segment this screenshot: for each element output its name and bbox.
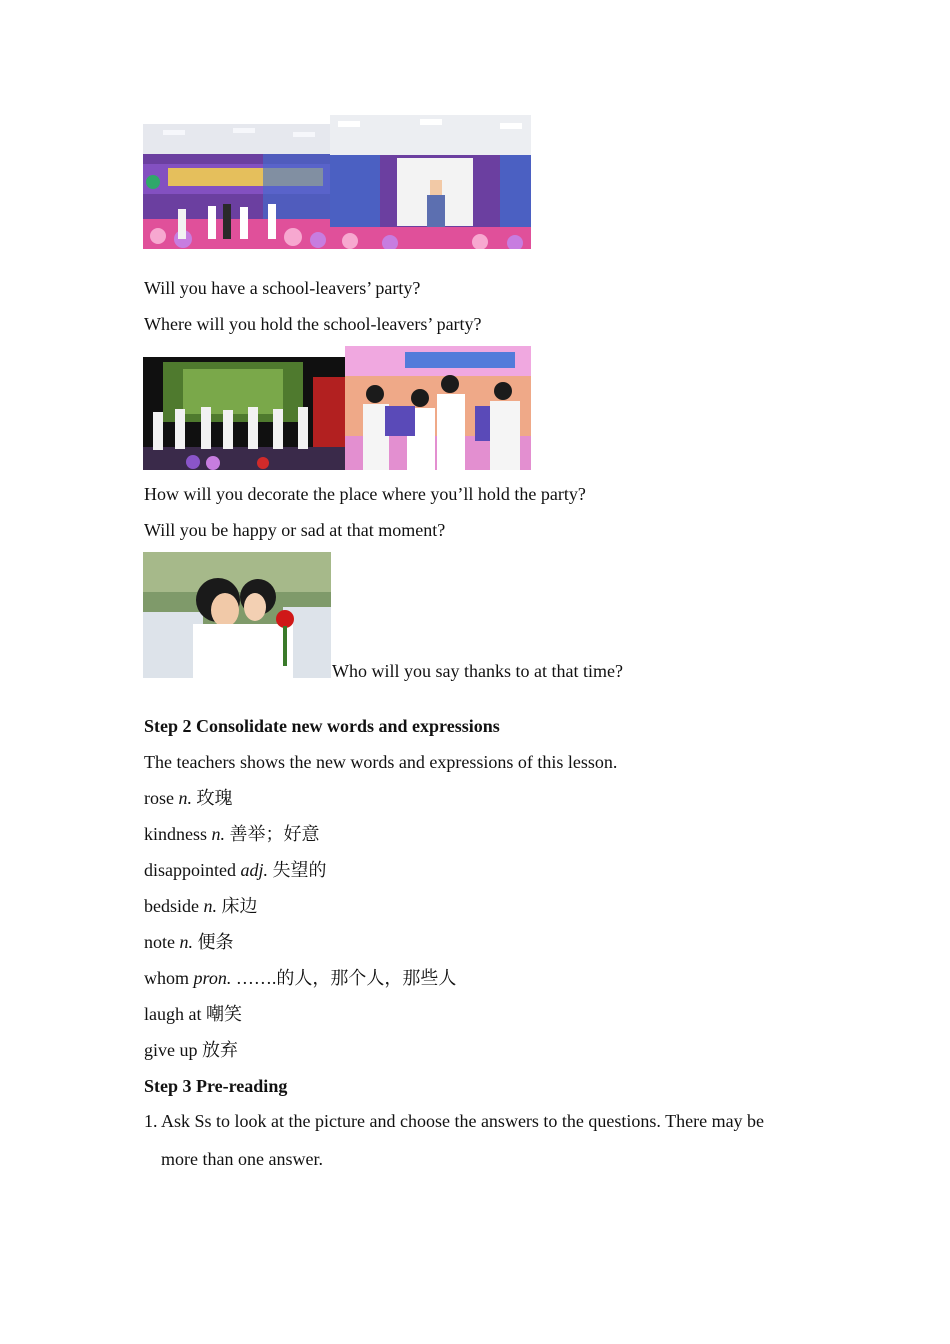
vocab-word: rose — [144, 788, 174, 808]
question-decorate-place: How will you decorate the place where you’ll hold the party? — [144, 484, 586, 504]
vocab-pos: adj. — [240, 860, 269, 880]
vocab-item-kindness — [144, 822, 320, 847]
vocab-pos: n. — [179, 932, 193, 952]
step3-item-1 — [144, 1102, 814, 1178]
vocab-word: kindness — [144, 824, 207, 844]
question-where-party: Where will you hold the school-leavers’ party? — [144, 314, 482, 334]
vocab-word: laugh at — [144, 1004, 202, 1024]
step3-item-1-continuation: more than one answer. — [161, 1149, 323, 1169]
vocab-word: disappointed — [144, 860, 236, 880]
photo-speaker-on-stage — [330, 115, 531, 249]
vocab-item-bedside — [144, 894, 257, 919]
vocab-word: bedside — [144, 896, 199, 916]
photo-students-with-flowers — [345, 346, 531, 470]
vocab-item-disappointed — [144, 858, 327, 883]
vocab-pos: pron. — [193, 968, 232, 988]
vocab-item-rose — [144, 786, 233, 811]
vocab-pos: n. — [211, 824, 225, 844]
vocab-meaning: 的人，那个人，那些人 — [276, 968, 457, 989]
step3-heading: Step 3 Pre-reading — [144, 1076, 288, 1096]
vocab-pos: n. — [178, 788, 192, 808]
photo-girls-hugging-rose — [143, 552, 331, 678]
vocab-dots: ……. — [235, 968, 277, 988]
question-happy-or-sad: Will you be happy or sad at that moment? — [144, 520, 446, 540]
photo-graduation-stage-students — [143, 124, 330, 249]
step3-item-1-text: 1. Ask Ss to look at the picture and choose the answers to the questions. There may be — [144, 1111, 765, 1131]
vocab-word: give up — [144, 1040, 198, 1060]
vocab-word: note — [144, 932, 175, 952]
vocab-pos: n. — [203, 896, 217, 916]
vocab-meaning: 玫瑰 — [196, 788, 233, 809]
vocab-item-note — [144, 930, 234, 955]
vocab-meaning: 放弃 — [202, 1040, 238, 1061]
photo-students-performing — [143, 357, 345, 470]
step2-intro: The teachers shows the new words and expressions of this lesson. — [144, 752, 618, 772]
vocab-meaning: 床边 — [221, 896, 258, 917]
vocab-item-give-up — [144, 1038, 238, 1063]
question-school-leavers-party: Will you have a school-leavers’ party? — [144, 278, 421, 298]
step2-heading: Step 2 Consolidate new words and expressions — [144, 716, 500, 736]
vocab-meaning: 善举；好意 — [229, 824, 320, 845]
vocab-meaning: 失望的 — [272, 860, 327, 881]
question-say-thanks: Who will you say thanks to at that time? — [332, 661, 623, 681]
vocab-word: whom — [144, 968, 189, 988]
vocab-meaning: 便条 — [197, 932, 234, 953]
vocab-item-whom — [144, 966, 456, 991]
vocab-meaning: 嘲笑 — [205, 1004, 242, 1025]
vocab-item-laugh-at — [144, 1002, 242, 1027]
